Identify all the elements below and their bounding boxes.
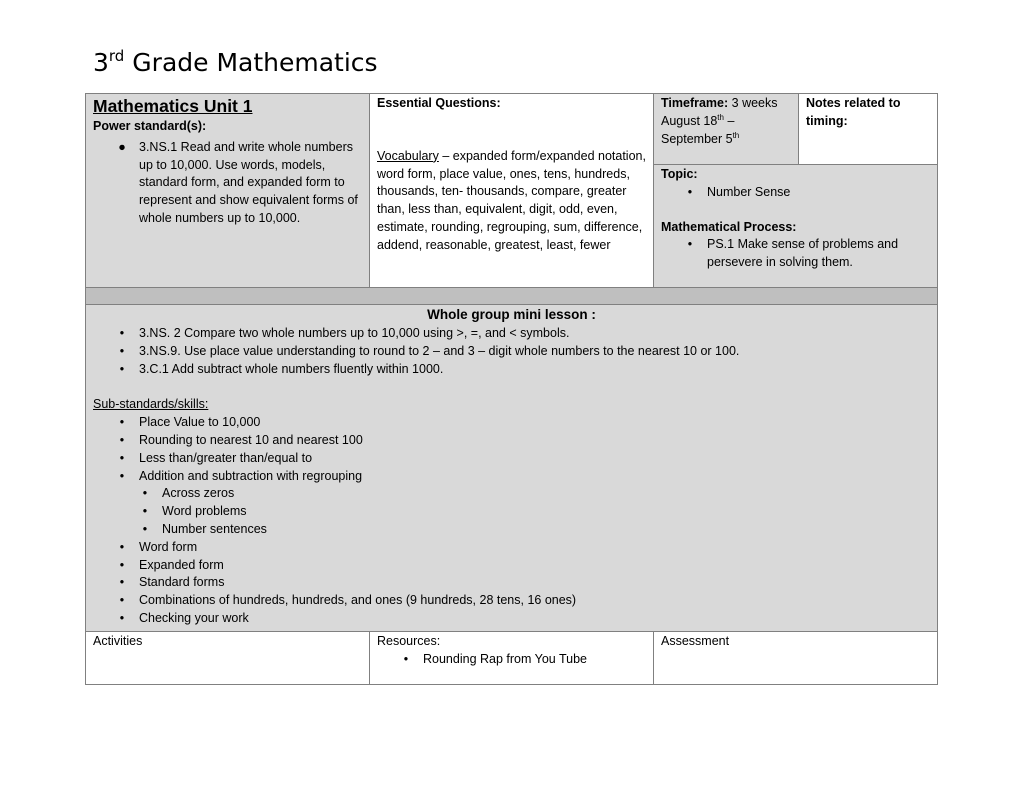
bullet-icon: • [119,432,125,447]
assessment-cell [653,631,937,684]
bullet-icon: • [687,237,693,252]
list-item: • Standard forms [139,574,930,592]
topic-label: Topic: [661,167,698,181]
assessment-label: Assessment [661,634,730,648]
resources-list [377,651,646,669]
list-item: • 3.NS.9. Use place value understanding to round to 2 – and 3 – digit whole numbers to the nearest 10 or 100. [139,343,930,361]
sub-standards-label: Sub-standards/skills: [93,397,209,412]
list-item: • Checking your work [139,610,930,628]
vocabulary-label: Vocabulary [377,148,439,163]
list-item: • Expanded form [139,557,930,575]
skills-list [93,414,930,628]
list-item: • Rounding to nearest 10 and nearest 100 [139,432,930,450]
bullet-icon: • [119,343,125,358]
process-label: Mathematical Process: [661,219,797,234]
nested-list-item: • Across zeros [162,485,930,503]
power-standard-label: Power standard(s): [93,119,207,133]
timeframe-value: 3 weeks [728,96,778,110]
bullet-icon: • [142,504,148,519]
list-item: • 3.C.1 Add subtract whole numbers fluently within 1000. [139,361,930,379]
bullet-icon: • [403,651,409,666]
section-divider [86,287,937,305]
list-item: • Less than/greater than/equal to [139,450,930,468]
timeframe-end: September 5th [661,130,740,146]
timeframe-label: Timeframe: [661,96,729,110]
page-title: 3rd Grade Mathematics [93,47,378,77]
list-item: ● 3.NS.1 Read and write whole numbers up to 10,000. Use words, models, standard form, and expanded form to represent and show equivalent forms of whole numbers up to 10,000. [139,139,362,228]
resources-label: Resources: [377,634,441,648]
bullet-icon: • [119,415,125,430]
resources-cell [369,631,653,684]
power-standard-list [93,139,362,228]
list-item: • PS.1 Make sense of problems and persevere in solving them. [707,236,930,272]
bullet-icon: • [119,575,125,590]
topic-list [661,184,930,202]
essential-questions-cell [369,94,653,287]
activities-cell [86,631,369,684]
topic-cell [653,164,937,287]
timeframe-start: August 18th – [661,112,735,128]
mini-lesson-list [93,325,930,378]
vocabulary-text: Vocabulary – expanded form/expanded notation, word form, place value, ones, tens, hundreds, thousands, ten- thousands, compare, greater than, less than, equivalent, digit, odd, even, estimate, rounding, regrouping, sum, difference, addend, reasonable, greatest, least, fewer [377,148,646,252]
list-item: • 3.NS. 2 Compare two whole numbers up to 10,000 using >, =, and < symbols. [139,325,930,343]
notes-label: Notes related to timing: [806,96,901,128]
list-item: • Place Value to 10,000 [139,414,930,432]
unit-plan-table [85,93,938,685]
list-item: • Word form [139,539,930,557]
list-item: • Number Sense [707,184,930,202]
process-list [661,236,930,272]
bullet-icon: • [142,486,148,501]
notes-cell [798,94,937,164]
bullet-icon: • [687,184,693,199]
bullet-icon: • [119,557,125,572]
nested-list-item: • Number sentences [162,521,930,539]
essential-questions-label: Essential Questions: [377,96,501,110]
activities-label: Activities [93,634,143,648]
unit-title: Mathematics Unit 1 [93,96,253,116]
unit-cell [86,94,369,287]
bullet-icon: • [119,593,125,608]
nested-list-item: • Word problems [162,503,930,521]
title-superscript: rd [108,47,125,65]
bullet-icon: • [119,539,125,554]
bullet-icon: • [119,610,125,625]
bullet-icon: • [119,326,125,340]
timeframe-cell [653,94,798,164]
bullet-icon: • [119,468,125,483]
mini-lesson-cell [86,305,937,631]
mini-lesson-title: Whole group mini lesson : [427,307,596,322]
bullet-icon: • [119,450,125,465]
bullet-icon: ● [118,139,126,154]
bullet-icon: • [142,521,148,536]
list-item: • Combinations of hundreds, hundreds, and ones (9 hundreds, 28 tens, 16 ones) [139,592,930,610]
list-item: • Addition and subtraction with regrouping [139,468,930,486]
list-item: • Rounding Rap from You Tube [423,651,646,669]
bullet-icon: • [119,361,125,376]
